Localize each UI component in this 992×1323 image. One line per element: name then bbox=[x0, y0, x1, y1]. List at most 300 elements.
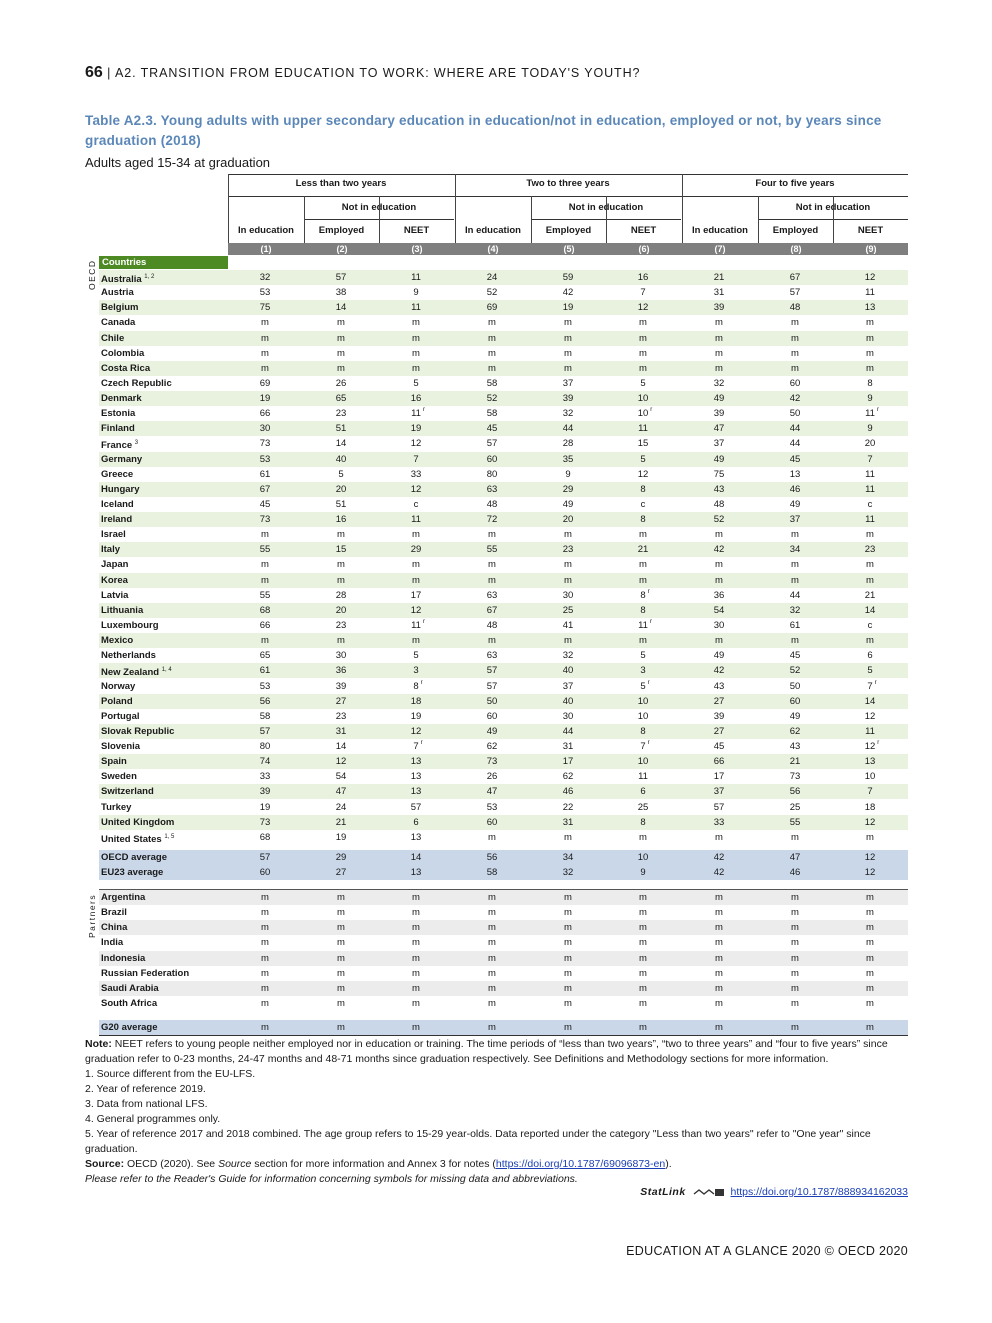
cell-col-7 bbox=[682, 436, 756, 451]
cell-col-7 bbox=[682, 346, 756, 361]
cell-col-6 bbox=[606, 966, 680, 981]
cell-col-4 bbox=[455, 679, 529, 694]
row-label bbox=[101, 1020, 158, 1035]
cell-value: m bbox=[337, 635, 345, 646]
cell-col-4 bbox=[455, 709, 529, 724]
cell-value: 65 bbox=[335, 393, 347, 404]
country-name: Germany bbox=[101, 454, 143, 465]
cell-value: m bbox=[261, 953, 269, 964]
reliability-flag: r bbox=[877, 740, 880, 746]
cell-value: 14 bbox=[335, 302, 347, 313]
cell-value: 75 bbox=[259, 302, 271, 313]
cell-col-9 bbox=[833, 346, 907, 361]
cell-value: 12 bbox=[637, 469, 649, 480]
cell-value: 9 bbox=[565, 469, 571, 480]
col-in-education-2: In education bbox=[465, 225, 521, 236]
cell-value: 37 bbox=[562, 378, 574, 389]
cell-value: m bbox=[866, 968, 874, 979]
cell-value: 29 bbox=[410, 544, 422, 555]
note-paragraph bbox=[85, 1037, 908, 1067]
cell-col-2 bbox=[304, 920, 378, 935]
cell-value: 53 bbox=[259, 681, 271, 692]
cell-col-6 bbox=[606, 709, 680, 724]
cell-value: m bbox=[639, 892, 647, 903]
statlink-url[interactable]: https://doi.org/10.1787/888934162033 bbox=[730, 1186, 908, 1198]
cell-value: m bbox=[488, 348, 496, 359]
cell-col-6 bbox=[606, 951, 680, 966]
colnum-2: (2) bbox=[336, 244, 348, 254]
oecd-side-label: OECD bbox=[87, 259, 97, 290]
cell-col-7 bbox=[682, 890, 756, 905]
cell-value: m bbox=[337, 937, 345, 948]
cell-value: 24 bbox=[486, 272, 498, 283]
cell-col-1 bbox=[228, 633, 302, 648]
cell-value: 41 bbox=[562, 620, 574, 631]
cell-value: m bbox=[791, 1022, 799, 1033]
country-name: Costa Rica bbox=[101, 363, 151, 374]
cell-value: 7 bbox=[867, 786, 873, 797]
cell-col-5 bbox=[531, 951, 605, 966]
cell-value: 45 bbox=[713, 741, 725, 752]
cell-col-3 bbox=[379, 346, 453, 361]
cell-value: 59 bbox=[562, 272, 574, 283]
cell-value: 23 bbox=[562, 544, 574, 555]
cell-col-2 bbox=[304, 285, 378, 300]
cell-col-3 bbox=[379, 935, 453, 950]
table-row bbox=[99, 270, 908, 285]
cell-value: m bbox=[715, 953, 723, 964]
cell-value: 57 bbox=[486, 681, 498, 692]
row-label bbox=[101, 694, 133, 709]
cell-col-5 bbox=[531, 981, 605, 996]
cell-value: m bbox=[412, 529, 420, 540]
cell-value: 49 bbox=[713, 393, 725, 404]
cell-value: 31 bbox=[562, 741, 574, 752]
cell-col-6 bbox=[606, 406, 680, 421]
cell-col-1 bbox=[228, 542, 302, 557]
table-row bbox=[99, 769, 908, 784]
cell-col-3 bbox=[379, 573, 453, 588]
cell-value: 5 bbox=[413, 650, 419, 661]
cell-col-6 bbox=[606, 1020, 680, 1035]
table-row bbox=[99, 905, 908, 920]
country-name: Canada bbox=[101, 317, 136, 328]
cell-value: 42 bbox=[562, 287, 574, 298]
cell-col-9 bbox=[833, 1020, 907, 1035]
cell-col-2 bbox=[304, 436, 378, 451]
cell-col-7 bbox=[682, 467, 756, 482]
table-row bbox=[99, 754, 908, 769]
country-name: India bbox=[101, 937, 124, 948]
cell-col-2 bbox=[304, 557, 378, 572]
cell-value: m bbox=[715, 575, 723, 586]
cell-col-7 bbox=[682, 951, 756, 966]
country-name: Belgium bbox=[101, 302, 139, 313]
cell-col-3 bbox=[379, 815, 453, 830]
cell-value: 12 bbox=[410, 726, 422, 737]
cell-value: 24 bbox=[335, 802, 347, 813]
cell-col-9 bbox=[833, 633, 907, 648]
country-name: Brazil bbox=[101, 907, 127, 918]
cell-value: 33 bbox=[713, 817, 725, 828]
cell-value: 30 bbox=[335, 650, 347, 661]
cell-value: m bbox=[412, 575, 420, 586]
country-name: Turkey bbox=[101, 802, 132, 813]
group-less-than-two: Less than two years bbox=[295, 178, 387, 189]
cell-col-6 bbox=[606, 996, 680, 1011]
cell-value: 48 bbox=[486, 499, 498, 510]
cell-value: 31 bbox=[562, 817, 574, 828]
cell-value: 46 bbox=[789, 867, 801, 878]
cell-value: 57 bbox=[486, 665, 498, 676]
cell-value: m bbox=[412, 983, 420, 994]
cell-col-6 bbox=[606, 452, 680, 467]
cell-col-4 bbox=[455, 935, 529, 950]
cell-value: 51 bbox=[335, 423, 347, 434]
table-row bbox=[99, 497, 908, 512]
cell-value: m bbox=[261, 922, 269, 933]
cell-value: 52 bbox=[713, 514, 725, 525]
cell-col-5 bbox=[531, 800, 605, 815]
cell-col-8 bbox=[758, 361, 832, 376]
table-row bbox=[99, 331, 908, 346]
cell-col-6 bbox=[606, 850, 680, 865]
cell-col-5 bbox=[531, 996, 605, 1011]
cell-col-5 bbox=[531, 482, 605, 497]
cell-value: m bbox=[337, 559, 345, 570]
cell-col-9 bbox=[833, 784, 907, 799]
cell-col-1 bbox=[228, 527, 302, 542]
cell-value: m bbox=[261, 317, 269, 328]
cell-col-3 bbox=[379, 542, 453, 557]
cell-col-1 bbox=[228, 467, 302, 482]
cell-value: m bbox=[715, 998, 723, 1009]
table-title: Table A2.3. Young adults with upper secondary education in education/not in education, employed or not, by years since graduation (2018) bbox=[85, 113, 882, 148]
cell-col-8 bbox=[758, 709, 832, 724]
cell-col-2 bbox=[304, 346, 378, 361]
table-row bbox=[99, 482, 908, 497]
cell-col-6 bbox=[606, 739, 680, 754]
cell-col-1 bbox=[228, 769, 302, 784]
country-name: Chile bbox=[101, 333, 125, 344]
cell-col-1 bbox=[228, 406, 302, 421]
cell-value: 22 bbox=[562, 802, 574, 813]
cell-value: m bbox=[639, 968, 647, 979]
cell-value: m bbox=[412, 317, 420, 328]
cell-value: m bbox=[866, 348, 874, 359]
cell-value: 12 bbox=[864, 711, 876, 722]
cell-value: 27 bbox=[713, 726, 725, 737]
cell-value: m bbox=[791, 348, 799, 359]
cell-col-8 bbox=[758, 391, 832, 406]
row-label bbox=[101, 361, 150, 376]
cell-value: 55 bbox=[789, 817, 801, 828]
cell-col-7 bbox=[682, 966, 756, 981]
cell-col-5 bbox=[531, 754, 605, 769]
cell-col-1 bbox=[228, 865, 302, 880]
cell-value: 13 bbox=[410, 832, 422, 843]
row-label bbox=[101, 603, 143, 618]
cell-value: 27 bbox=[335, 867, 347, 878]
cell-value: 13 bbox=[864, 756, 876, 767]
cell-col-5 bbox=[531, 966, 605, 981]
cell-value: 14 bbox=[335, 741, 347, 752]
cell-value: 50 bbox=[789, 408, 801, 419]
cell-col-6 bbox=[606, 694, 680, 709]
table-left-divider bbox=[228, 174, 229, 243]
cell-col-9 bbox=[833, 618, 907, 633]
cell-col-6 bbox=[606, 679, 680, 694]
cell-col-8 bbox=[758, 527, 832, 542]
cell-value: m bbox=[337, 892, 345, 903]
cell-value: 45 bbox=[789, 454, 801, 465]
cell-value: m bbox=[564, 907, 572, 918]
cell-col-7 bbox=[682, 527, 756, 542]
cell-col-2 bbox=[304, 588, 378, 603]
cell-col-2 bbox=[304, 754, 378, 769]
cell-value: 73 bbox=[486, 756, 498, 767]
cell-value: 13 bbox=[410, 771, 422, 782]
cell-value: 27 bbox=[713, 696, 725, 707]
row-label bbox=[101, 315, 135, 330]
cell-value: 74 bbox=[259, 756, 271, 767]
cell-value: 21 bbox=[864, 590, 876, 601]
cell-value: 49 bbox=[713, 454, 725, 465]
cell-col-4 bbox=[455, 346, 529, 361]
cell-col-1 bbox=[228, 482, 302, 497]
cell-col-3 bbox=[379, 482, 453, 497]
cell-col-8 bbox=[758, 724, 832, 739]
country-name: Lithuania bbox=[101, 605, 144, 616]
cell-col-1 bbox=[228, 421, 302, 436]
cell-col-7 bbox=[682, 376, 756, 391]
cell-col-4 bbox=[455, 769, 529, 784]
cell-value: 11 bbox=[865, 287, 875, 298]
cell-col-4 bbox=[455, 633, 529, 648]
cell-col-4 bbox=[455, 1020, 529, 1035]
cell-value: m bbox=[639, 998, 647, 1009]
readers-guide bbox=[85, 1172, 908, 1187]
country-name: Slovak Republic bbox=[101, 726, 175, 737]
row-label bbox=[101, 376, 172, 391]
cell-col-4 bbox=[455, 331, 529, 346]
table-row bbox=[99, 346, 908, 361]
cell-value: m bbox=[866, 559, 874, 570]
cell-col-5 bbox=[531, 588, 605, 603]
cell-col-4 bbox=[455, 512, 529, 527]
cell-value: 11 bbox=[865, 469, 875, 480]
cell-col-7 bbox=[682, 557, 756, 572]
cell-value: c bbox=[413, 499, 419, 510]
cell-value: m bbox=[791, 832, 799, 843]
source-text-1: OECD (2020). See bbox=[124, 1158, 219, 1170]
cell-value: 60 bbox=[789, 378, 801, 389]
cell-col-8 bbox=[758, 436, 832, 451]
row-label bbox=[101, 573, 128, 588]
table-row bbox=[99, 935, 908, 950]
cell-value: m bbox=[715, 333, 723, 344]
table-row bbox=[99, 436, 908, 451]
cell-col-4 bbox=[455, 724, 529, 739]
cell-col-5 bbox=[531, 285, 605, 300]
table-row bbox=[99, 981, 908, 996]
cell-col-8 bbox=[758, 920, 832, 935]
cell-value: m bbox=[412, 922, 420, 933]
page-footer: EDUCATION AT A GLANCE 2020 © OECD 2020 bbox=[626, 1244, 908, 1258]
cell-value: m bbox=[261, 575, 269, 586]
cell-col-8 bbox=[758, 618, 832, 633]
cell-col-3 bbox=[379, 588, 453, 603]
table-row bbox=[99, 588, 908, 603]
footnote-ref: 1, 4 bbox=[161, 667, 172, 673]
cell-col-6 bbox=[606, 482, 680, 497]
table-row bbox=[99, 694, 908, 709]
country-name: Hungary bbox=[101, 484, 140, 495]
cell-col-3 bbox=[379, 557, 453, 572]
cell-value: m bbox=[715, 892, 723, 903]
cell-value: 42 bbox=[713, 852, 725, 863]
cell-col-7 bbox=[682, 905, 756, 920]
cell-value: m bbox=[791, 575, 799, 586]
cell-col-8 bbox=[758, 815, 832, 830]
cell-col-8 bbox=[758, 542, 832, 557]
cell-col-5 bbox=[531, 391, 605, 406]
cell-value: m bbox=[488, 635, 496, 646]
cell-col-4 bbox=[455, 376, 529, 391]
cell-col-4 bbox=[455, 285, 529, 300]
cell-value: m bbox=[791, 937, 799, 948]
cell-col-1 bbox=[228, 981, 302, 996]
cell-col-1 bbox=[228, 830, 302, 845]
cell-value: 45 bbox=[789, 650, 801, 661]
table-row bbox=[99, 573, 908, 588]
cell-value: 11 bbox=[638, 423, 648, 434]
cell-col-1 bbox=[228, 573, 302, 588]
cell-col-1 bbox=[228, 920, 302, 935]
cell-value: m bbox=[261, 333, 269, 344]
cell-value: m bbox=[866, 998, 874, 1009]
cell-value: 20 bbox=[335, 605, 347, 616]
row-label bbox=[101, 784, 154, 799]
cell-col-6 bbox=[606, 497, 680, 512]
cell-col-1 bbox=[228, 850, 302, 865]
cell-col-6 bbox=[606, 512, 680, 527]
cell-col-7 bbox=[682, 542, 756, 557]
cell-value: m bbox=[639, 937, 647, 948]
cell-col-8 bbox=[758, 769, 832, 784]
cell-col-1 bbox=[228, 663, 302, 678]
row-label bbox=[101, 482, 140, 497]
cell-value: 58 bbox=[486, 408, 498, 419]
cell-col-2 bbox=[304, 981, 378, 996]
column-divider bbox=[833, 196, 834, 243]
cell-value: m bbox=[866, 907, 874, 918]
cell-col-4 bbox=[455, 815, 529, 830]
cell-col-2 bbox=[304, 361, 378, 376]
cell-value: 69 bbox=[259, 378, 271, 389]
cell-value: 50 bbox=[486, 696, 498, 707]
cell-value: m bbox=[412, 907, 420, 918]
cell-col-2 bbox=[304, 542, 378, 557]
cell-value: 3 bbox=[413, 665, 419, 676]
cell-value: 6 bbox=[867, 650, 873, 661]
cell-col-5 bbox=[531, 573, 605, 588]
cell-col-4 bbox=[455, 482, 529, 497]
cell-col-8 bbox=[758, 376, 832, 391]
cell-col-5 bbox=[531, 935, 605, 950]
cell-value: m bbox=[715, 529, 723, 540]
source-link[interactable]: https://doi.org/10.1787/69096873-en bbox=[495, 1158, 666, 1170]
country-name: Luxembourg bbox=[101, 620, 159, 631]
cell-col-2 bbox=[304, 315, 378, 330]
country-name: Israel bbox=[101, 529, 126, 540]
cell-col-5 bbox=[531, 421, 605, 436]
notes bbox=[85, 1037, 908, 1187]
cell-value: 13 bbox=[789, 469, 801, 480]
cell-col-5 bbox=[531, 648, 605, 663]
cell-col-5 bbox=[531, 1020, 605, 1035]
cell-value: 52 bbox=[486, 287, 498, 298]
cell-value: 21 bbox=[637, 544, 649, 555]
cell-value: m bbox=[564, 922, 572, 933]
cell-col-8 bbox=[758, 633, 832, 648]
cell-col-1 bbox=[228, 557, 302, 572]
cell-value: 80 bbox=[259, 741, 271, 752]
cell-value: 10 bbox=[637, 393, 649, 404]
cell-col-9 bbox=[833, 482, 907, 497]
cell-col-6 bbox=[606, 800, 680, 815]
cell-col-5 bbox=[531, 679, 605, 694]
cell-col-7 bbox=[682, 865, 756, 880]
cell-col-4 bbox=[455, 391, 529, 406]
cell-value: m bbox=[564, 937, 572, 948]
cell-col-3 bbox=[379, 270, 453, 285]
row-label bbox=[101, 648, 156, 663]
row-label bbox=[101, 663, 172, 680]
cell-col-3 bbox=[379, 376, 453, 391]
cell-value: m bbox=[866, 1022, 874, 1033]
cell-value: m bbox=[639, 333, 647, 344]
cell-col-2 bbox=[304, 996, 378, 1011]
cell-value: 47 bbox=[335, 786, 347, 797]
cell-col-8 bbox=[758, 800, 832, 815]
group-divider bbox=[682, 174, 683, 243]
cell-col-2 bbox=[304, 391, 378, 406]
cell-col-5 bbox=[531, 512, 605, 527]
cell-value: 9 bbox=[640, 867, 646, 878]
cell-value: 40 bbox=[562, 696, 574, 707]
cell-col-6 bbox=[606, 865, 680, 880]
cell-col-1 bbox=[228, 603, 302, 618]
cell-col-2 bbox=[304, 663, 378, 678]
cell-value: 21 bbox=[335, 817, 347, 828]
cell-col-1 bbox=[228, 270, 302, 285]
country-name: South Africa bbox=[101, 998, 158, 1009]
cell-value: 21 bbox=[713, 272, 725, 283]
cell-value: 37 bbox=[713, 786, 725, 797]
cell-col-3 bbox=[379, 966, 453, 981]
table-row bbox=[99, 467, 908, 482]
cell-col-5 bbox=[531, 815, 605, 830]
cell-col-9 bbox=[833, 648, 907, 663]
cell-col-4 bbox=[455, 573, 529, 588]
cell-value: 8 bbox=[640, 605, 646, 616]
cell-value: m bbox=[639, 832, 647, 843]
cell-value: 12 bbox=[864, 852, 876, 863]
cell-value: m bbox=[791, 907, 799, 918]
cell-value: 26 bbox=[335, 378, 347, 389]
cell-value: m bbox=[564, 635, 572, 646]
